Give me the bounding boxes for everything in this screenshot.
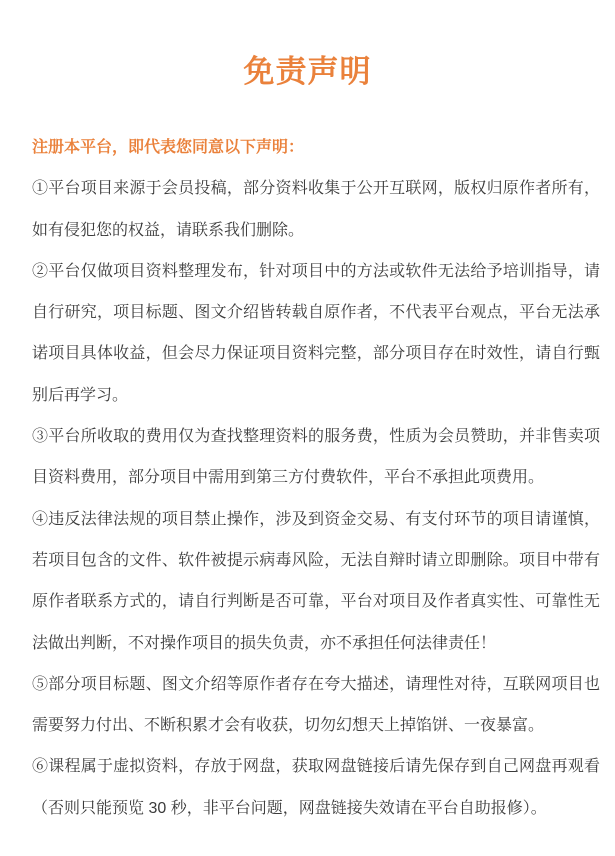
disclaimer-line: 法做出判断，不对操作项目的损失负责，亦不承担任何法律责任！ xyxy=(32,634,497,652)
disclaimer-content xyxy=(0,127,615,829)
disclaimer-line: 原作者联系方式的，请自行判断是否可靠，平台对项目及作者真实性、可靠性无 xyxy=(32,593,600,611)
disclaimer-line: ②平台仅做项目资料整理发布，针对项目中的方法或软件无法给予培训指导，请 xyxy=(32,262,600,280)
disclaimer-line: 诺项目具体收益，但会尽力保证项目资料完整，部分项目存在时效性，请自行甄 xyxy=(32,345,600,363)
disclaimer-line: 目资料费用，部分项目中需用到第三方付费软件，平台不承担此项费用。 xyxy=(32,469,545,487)
disclaimer-line: 若项目包含的文件、软件被提示病毒风险，无法自辩时请立即删除。项目中带有 xyxy=(32,551,600,569)
disclaimer-line: ③平台所收取的费用仅为查找整理资料的服务费，性质为会员赞助，并非售卖项 xyxy=(32,428,600,446)
disclaimer-line: （否则只能预览 30 秒，非平台问题，网盘链接失效请在平台自助报修）。 xyxy=(32,799,547,817)
disclaimer-line: ⑤部分项目标题、图文介绍等原作者存在夸大描述，请理性对待，互联网项目也 xyxy=(32,675,600,693)
disclaimer-line: 别后再学习。 xyxy=(32,386,129,404)
disclaimer-line: ④违反法律法规的项目禁止操作，涉及到资金交易、有支付环节的项目请谨慎， xyxy=(32,510,600,528)
disclaimer-line: ⑥课程属于虚拟资料，存放于网盘，获取网盘链接后请先保存到自己网盘再观看 xyxy=(32,758,600,776)
disclaimer-line: 自行研究，项目标题、图文介绍皆转载自原作者，不代表平台观点，平台无法承 xyxy=(32,304,600,322)
page-title: 免责声明 xyxy=(243,54,372,89)
intro-statement: 注册本平台，即代表您同意以下声明： xyxy=(32,139,305,156)
disclaimer-line: ①平台项目来源于会员投稿，部分资料收集于公开互联网，版权归原作者所有， xyxy=(32,180,600,198)
disclaimer-line: 如有侵犯您的权益，请联系我们删除。 xyxy=(32,221,305,239)
disclaimer-line: 需要努力付出、不断积累才会有收获，切勿幻想天上掉馅饼、一夜暴富。 xyxy=(32,717,545,735)
